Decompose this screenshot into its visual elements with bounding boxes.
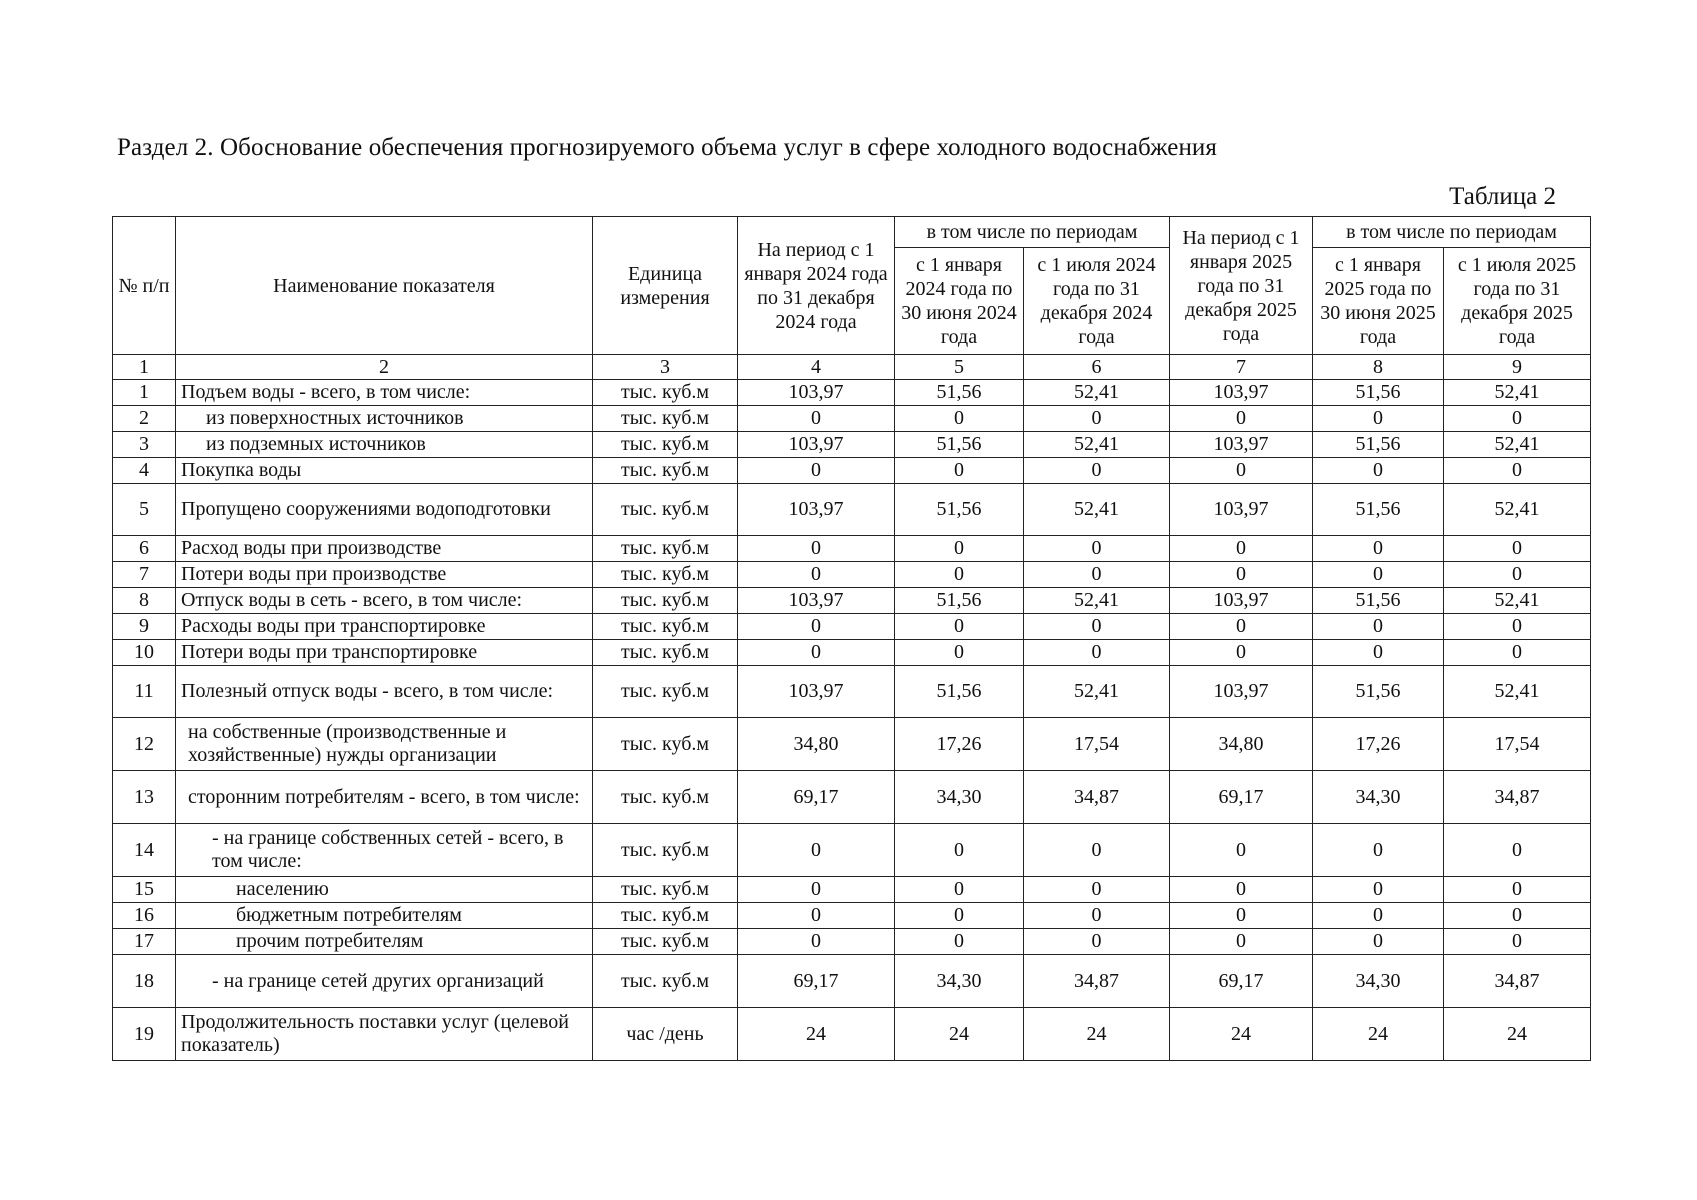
- column-number: 8: [1313, 355, 1444, 380]
- value-cell: 69,17: [1170, 771, 1313, 824]
- row-number: 7: [113, 562, 176, 588]
- column-number: 6: [1024, 355, 1170, 380]
- value-cell: 0: [895, 406, 1024, 432]
- value-cell: 0: [1024, 903, 1170, 929]
- value-cell: 0: [895, 640, 1024, 666]
- header-period-2025: На период с 1 января 2025 года по 31 декабря 2025 года: [1170, 217, 1313, 355]
- value-cell: 0: [1170, 903, 1313, 929]
- value-cell: 0: [895, 536, 1024, 562]
- value-cell: 0: [1444, 536, 1591, 562]
- value-cell: 0: [738, 614, 895, 640]
- value-cell: 17,26: [1313, 718, 1444, 771]
- value-cell: 24: [1170, 1008, 1313, 1061]
- indicator-name: Потери воды при транспортировке: [176, 640, 593, 666]
- value-cell: 69,17: [738, 955, 895, 1008]
- row-number: 16: [113, 903, 176, 929]
- unit-cell: тыс. куб.м: [593, 588, 738, 614]
- value-cell: 0: [1024, 406, 1170, 432]
- column-number: 7: [1170, 355, 1313, 380]
- row-number: 14: [113, 824, 176, 877]
- indicator-name: прочим потребителям: [176, 929, 593, 955]
- indicator-name: Продолжительность поставки услуг (целевой показатель): [176, 1008, 593, 1061]
- row-number: 18: [113, 955, 176, 1008]
- value-cell: 0: [1024, 824, 1170, 877]
- indicator-name: Расход воды при производстве: [176, 536, 593, 562]
- value-cell: 0: [738, 458, 895, 484]
- indicator-name: - на границе сетей других организаций: [176, 955, 593, 1008]
- unit-cell: тыс. куб.м: [593, 824, 738, 877]
- header-period-2024: На период с 1 января 2024 года по 31 декабря 2024 года: [738, 217, 895, 355]
- value-cell: 0: [895, 929, 1024, 955]
- value-cell: 24: [1024, 1008, 1170, 1061]
- value-cell: 0: [1313, 824, 1444, 877]
- unit-cell: тыс. куб.м: [593, 903, 738, 929]
- value-cell: 52,41: [1024, 588, 1170, 614]
- table-row: [113, 903, 1591, 929]
- value-cell: 0: [1170, 640, 1313, 666]
- value-cell: 52,41: [1024, 666, 1170, 718]
- unit-cell: час /день: [593, 1008, 738, 1061]
- value-cell: 0: [1444, 824, 1591, 877]
- value-cell: 103,97: [738, 484, 895, 536]
- value-cell: 0: [1444, 903, 1591, 929]
- value-cell: 69,17: [1170, 955, 1313, 1008]
- table-row: [113, 666, 1591, 718]
- header-h2-2025: с 1 июля 2025 года по 31 декабря 2025 года: [1444, 248, 1591, 355]
- indicator-name: Расходы воды при транспортировке: [176, 614, 593, 640]
- header-group-2025: в том числе по периодам: [1313, 217, 1591, 248]
- unit-cell: тыс. куб.м: [593, 877, 738, 903]
- header-name: Наименование показателя: [176, 217, 593, 355]
- value-cell: 17,54: [1024, 718, 1170, 771]
- value-cell: 0: [1024, 640, 1170, 666]
- table-row: [113, 1008, 1591, 1061]
- row-number: 13: [113, 771, 176, 824]
- value-cell: 51,56: [895, 380, 1024, 406]
- indicator-name: Подъем воды - всего, в том числе:: [176, 380, 593, 406]
- value-cell: 0: [1313, 562, 1444, 588]
- value-cell: 0: [895, 903, 1024, 929]
- value-cell: 0: [1170, 406, 1313, 432]
- value-cell: 0: [1024, 877, 1170, 903]
- unit-cell: тыс. куб.м: [593, 458, 738, 484]
- value-cell: 0: [1170, 824, 1313, 877]
- value-cell: 51,56: [1313, 666, 1444, 718]
- column-number: 3: [593, 355, 738, 380]
- value-cell: 24: [1313, 1008, 1444, 1061]
- table-row: [113, 406, 1591, 432]
- indicator-name: Покупка воды: [176, 458, 593, 484]
- value-cell: 0: [1444, 614, 1591, 640]
- value-cell: 52,41: [1444, 432, 1591, 458]
- unit-cell: тыс. куб.м: [593, 718, 738, 771]
- value-cell: 0: [738, 903, 895, 929]
- value-cell: 0: [1444, 406, 1591, 432]
- table-row: [113, 771, 1591, 824]
- value-cell: 24: [895, 1008, 1024, 1061]
- value-cell: 69,17: [738, 771, 895, 824]
- indicator-name: из подземных источников: [176, 432, 593, 458]
- header-h1-2025: с 1 января 2025 года по 30 июня 2025 года: [1313, 248, 1444, 355]
- value-cell: 0: [1313, 406, 1444, 432]
- value-cell: 34,87: [1444, 955, 1591, 1008]
- value-cell: 51,56: [1313, 588, 1444, 614]
- table-row: [113, 877, 1591, 903]
- row-number: 15: [113, 877, 176, 903]
- column-number: 5: [895, 355, 1024, 380]
- value-cell: 51,56: [1313, 484, 1444, 536]
- value-cell: 0: [738, 640, 895, 666]
- value-cell: 52,41: [1444, 484, 1591, 536]
- value-cell: 0: [738, 562, 895, 588]
- table-row: [113, 718, 1591, 771]
- value-cell: 0: [738, 536, 895, 562]
- unit-cell: тыс. куб.м: [593, 380, 738, 406]
- value-cell: 0: [1170, 458, 1313, 484]
- row-number: 4: [113, 458, 176, 484]
- indicator-name: сторонним потребителям - всего, в том числе:: [176, 771, 593, 824]
- value-cell: 103,97: [738, 432, 895, 458]
- unit-cell: тыс. куб.м: [593, 955, 738, 1008]
- value-cell: 0: [895, 877, 1024, 903]
- indicators-table: [112, 216, 1591, 1061]
- header-h1-2024: с 1 января 2024 года по 30 июня 2024 года: [895, 248, 1024, 355]
- row-number: 3: [113, 432, 176, 458]
- header-unit: Единица измерения: [593, 217, 738, 355]
- value-cell: 0: [738, 824, 895, 877]
- row-number: 10: [113, 640, 176, 666]
- value-cell: 51,56: [1313, 432, 1444, 458]
- value-cell: 24: [738, 1008, 895, 1061]
- indicator-name: на собственные (производственные и хозяйственные) нужды организации: [176, 718, 593, 771]
- row-number: 6: [113, 536, 176, 562]
- value-cell: 34,87: [1444, 771, 1591, 824]
- table-row: [113, 614, 1591, 640]
- value-cell: 103,97: [738, 588, 895, 614]
- table-row: [113, 536, 1591, 562]
- value-cell: 0: [1313, 877, 1444, 903]
- value-cell: 103,97: [738, 666, 895, 718]
- row-number: 1: [113, 380, 176, 406]
- value-cell: 0: [1024, 614, 1170, 640]
- value-cell: 0: [895, 562, 1024, 588]
- table-body: [113, 380, 1591, 1061]
- table-row: [113, 380, 1591, 406]
- indicator-name: Потери воды при производстве: [176, 562, 593, 588]
- value-cell: 0: [1024, 562, 1170, 588]
- value-cell: 0: [1313, 929, 1444, 955]
- unit-cell: тыс. куб.м: [593, 666, 738, 718]
- value-cell: 0: [1313, 536, 1444, 562]
- unit-cell: тыс. куб.м: [593, 771, 738, 824]
- value-cell: 51,56: [1313, 380, 1444, 406]
- row-number: 17: [113, 929, 176, 955]
- row-number: 12: [113, 718, 176, 771]
- row-number: 9: [113, 614, 176, 640]
- table-row: [113, 640, 1591, 666]
- value-cell: 52,41: [1444, 588, 1591, 614]
- table-row: [113, 484, 1591, 536]
- value-cell: 17,54: [1444, 718, 1591, 771]
- table-row: [113, 824, 1591, 877]
- value-cell: 51,56: [895, 432, 1024, 458]
- column-number: 9: [1444, 355, 1591, 380]
- value-cell: 52,41: [1024, 432, 1170, 458]
- value-cell: 103,97: [1170, 588, 1313, 614]
- indicator-name: бюджетным потребителям: [176, 903, 593, 929]
- value-cell: 0: [1170, 562, 1313, 588]
- value-cell: 0: [895, 614, 1024, 640]
- unit-cell: тыс. куб.м: [593, 562, 738, 588]
- header-num: № п/п: [113, 217, 176, 355]
- value-cell: 0: [1024, 536, 1170, 562]
- value-cell: 34,87: [1024, 955, 1170, 1008]
- value-cell: 0: [738, 406, 895, 432]
- value-cell: 24: [1444, 1008, 1591, 1061]
- value-cell: 51,56: [895, 588, 1024, 614]
- header-group-2024: в том числе по периодам: [895, 217, 1170, 248]
- header-h2-2024: с 1 июля 2024 года по 31 декабря 2024 года: [1024, 248, 1170, 355]
- row-number: 5: [113, 484, 176, 536]
- value-cell: 0: [1170, 536, 1313, 562]
- value-cell: 34,30: [895, 771, 1024, 824]
- value-cell: 34,30: [1313, 771, 1444, 824]
- value-cell: 34,80: [738, 718, 895, 771]
- value-cell: 103,97: [738, 380, 895, 406]
- indicator-name: Отпуск воды в сеть - всего, в том числе:: [176, 588, 593, 614]
- unit-cell: тыс. куб.м: [593, 614, 738, 640]
- value-cell: 34,87: [1024, 771, 1170, 824]
- value-cell: 34,80: [1170, 718, 1313, 771]
- table-row: [113, 955, 1591, 1008]
- table-label: Таблица 2: [1449, 183, 1556, 210]
- row-number: 8: [113, 588, 176, 614]
- value-cell: 0: [1170, 614, 1313, 640]
- row-number: 19: [113, 1008, 176, 1061]
- value-cell: 103,97: [1170, 666, 1313, 718]
- value-cell: 0: [1170, 877, 1313, 903]
- column-number: 2: [176, 355, 593, 380]
- value-cell: 0: [895, 824, 1024, 877]
- unit-cell: тыс. куб.м: [593, 406, 738, 432]
- column-number: 1: [113, 355, 176, 380]
- unit-cell: тыс. куб.м: [593, 484, 738, 536]
- value-cell: 0: [1024, 929, 1170, 955]
- indicator-name: из поверхностных источников: [176, 406, 593, 432]
- value-cell: 51,56: [895, 666, 1024, 718]
- unit-cell: тыс. куб.м: [593, 929, 738, 955]
- column-number: 4: [738, 355, 895, 380]
- value-cell: 51,56: [895, 484, 1024, 536]
- column-numbers-row: [113, 355, 1591, 380]
- value-cell: 0: [895, 458, 1024, 484]
- value-cell: 0: [738, 877, 895, 903]
- value-cell: 0: [1444, 877, 1591, 903]
- value-cell: 52,41: [1444, 380, 1591, 406]
- table-row: [113, 929, 1591, 955]
- value-cell: 34,30: [1313, 955, 1444, 1008]
- value-cell: 0: [738, 929, 895, 955]
- indicator-name: населению: [176, 877, 593, 903]
- value-cell: 52,41: [1024, 484, 1170, 536]
- value-cell: 17,26: [895, 718, 1024, 771]
- value-cell: 103,97: [1170, 380, 1313, 406]
- table-row: [113, 458, 1591, 484]
- value-cell: 0: [1170, 929, 1313, 955]
- indicator-name: Полезный отпуск воды - всего, в том числе:: [176, 666, 593, 718]
- value-cell: 34,30: [895, 955, 1024, 1008]
- indicator-name: Пропущено сооружениями водоподготовки: [176, 484, 593, 536]
- value-cell: 0: [1313, 903, 1444, 929]
- value-cell: 0: [1313, 458, 1444, 484]
- table-row: [113, 562, 1591, 588]
- value-cell: 52,41: [1444, 666, 1591, 718]
- unit-cell: тыс. куб.м: [593, 640, 738, 666]
- indicator-name: - на границе собственных сетей - всего, в том числе:: [176, 824, 593, 877]
- unit-cell: тыс. куб.м: [593, 536, 738, 562]
- table-row: [113, 588, 1591, 614]
- value-cell: 0: [1444, 562, 1591, 588]
- value-cell: 0: [1444, 640, 1591, 666]
- value-cell: 0: [1313, 614, 1444, 640]
- value-cell: 0: [1444, 458, 1591, 484]
- value-cell: 103,97: [1170, 432, 1313, 458]
- section-title: Раздел 2. Обоснование обеспечения прогнозируемого объема услуг в сфере холодного водоснабжения: [117, 134, 1218, 161]
- value-cell: 0: [1024, 458, 1170, 484]
- row-number: 2: [113, 406, 176, 432]
- value-cell: 52,41: [1024, 380, 1170, 406]
- table-row: [113, 432, 1591, 458]
- value-cell: 0: [1444, 929, 1591, 955]
- value-cell: 103,97: [1170, 484, 1313, 536]
- unit-cell: тыс. куб.м: [593, 432, 738, 458]
- value-cell: 0: [1313, 640, 1444, 666]
- row-number: 11: [113, 666, 176, 718]
